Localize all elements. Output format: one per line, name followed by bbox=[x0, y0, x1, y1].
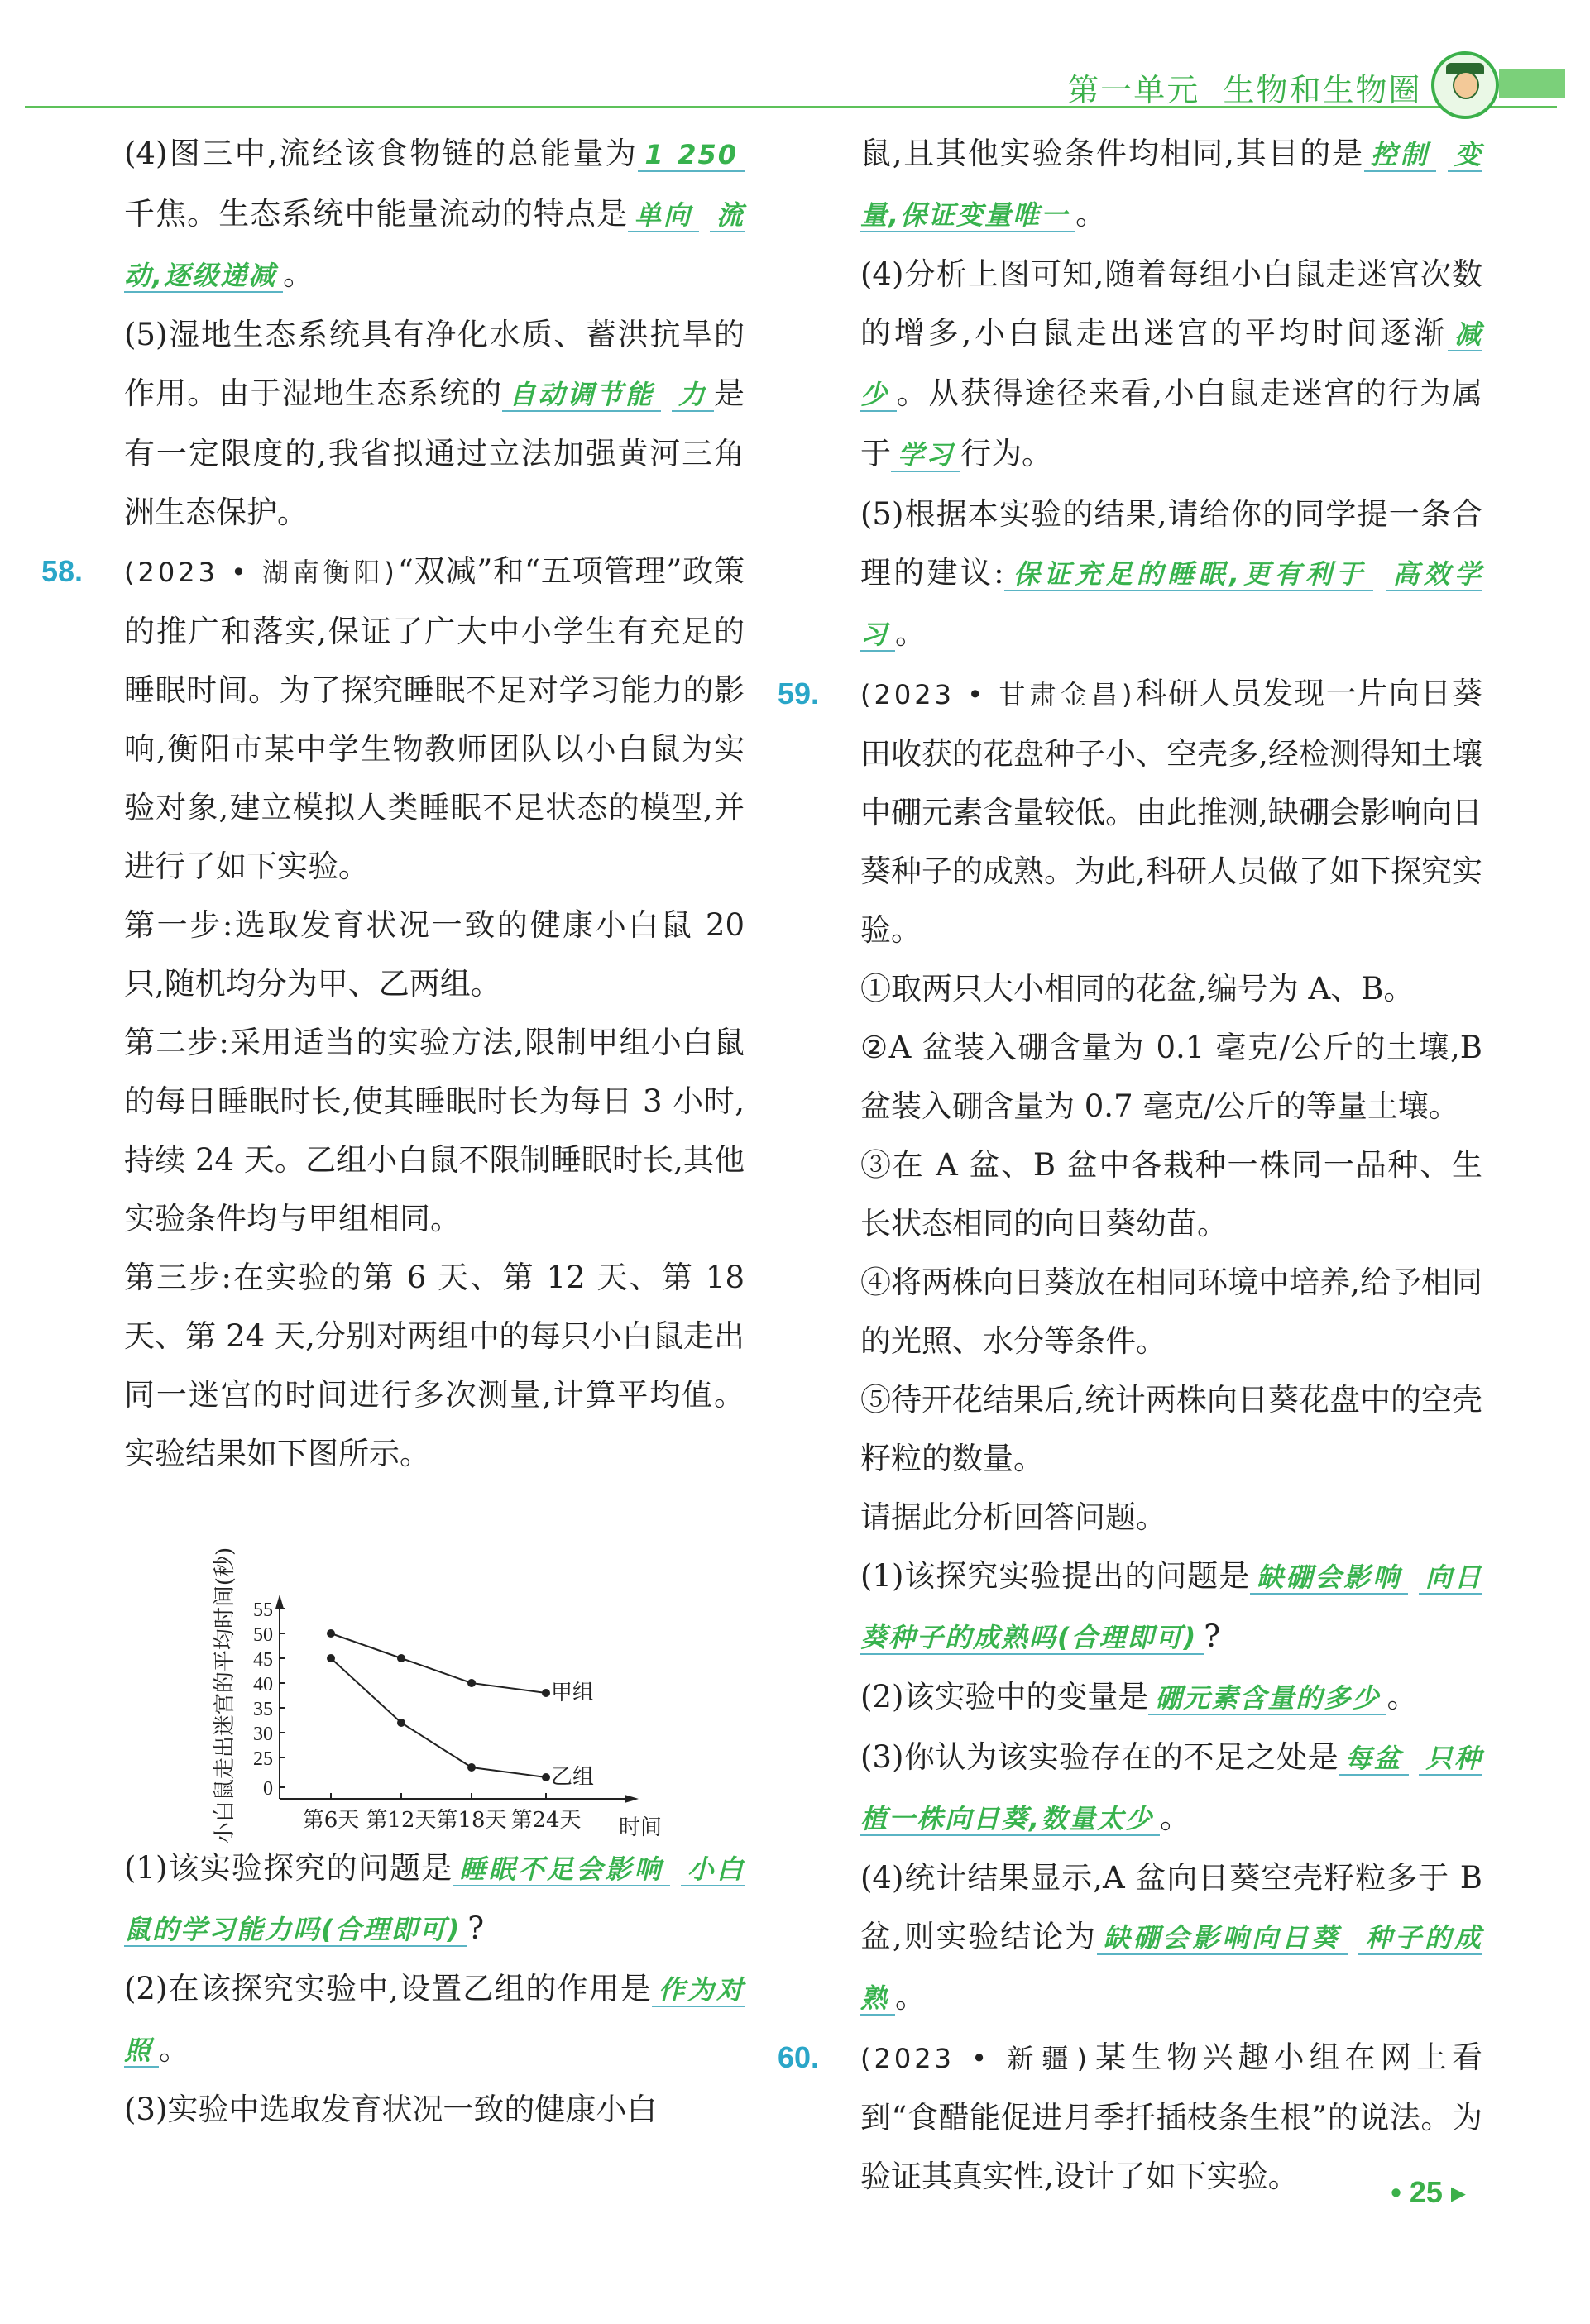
x-tick-label: 第12天 bbox=[366, 1808, 437, 1833]
q58-part4: (4)分析上图可知,随着每组小白鼠走迷宫次数的增多,小白鼠走出迷宫的平均时间逐渐 减少 。从获得途径来看,小白鼠走迷宫的行为属于 学习 行为。 bbox=[860, 256, 1482, 471]
q59-step2: ②A 盆装入硼含量为 0.1 毫克/公斤的土壤,B 盆装入硼含量为 0.7 毫克/公斤的等量土壤。 bbox=[860, 1030, 1482, 1124]
q59-step4: ④将两株向日葵放在相同环境中培养,给予相同的光照、水分等条件。 bbox=[860, 1265, 1482, 1359]
answer-q59-3-a: 每盆 bbox=[1339, 1743, 1409, 1776]
y-ticks bbox=[253, 1600, 285, 1800]
y-axis-arrow bbox=[275, 1595, 284, 1609]
question-number-60: 60. bbox=[778, 2040, 820, 2074]
y-tick-label: 55 bbox=[253, 1600, 273, 1621]
y-tick-label: 50 bbox=[253, 1624, 273, 1646]
q59-step3: ③在 A 盆、B 盆中各栽种一株同一品种、生长状态相同的向日葵幼苗。 bbox=[860, 1147, 1482, 1241]
answer-q57-5-b: 力 bbox=[672, 379, 714, 412]
answer-q57-4-flow-a: 单向 bbox=[628, 199, 699, 232]
q58-stem: 58. (2023 • 湖南衡阳)“双减”和“五项管理”政策的推广和落实,保证了广大中小学生有充足的睡眠时间。为了探究睡眠不足对学习能力的影响,衡阳市某中学生物教师团队以小白鼠为实验对象,建立模拟人类睡眠不足状态的模型,并进行了如下实验。 bbox=[124, 542, 745, 896]
q59-part4: (4)统计结果显示,A 盆向日葵空壳籽粒多于 B 盆,则实验结论为 缺硼会影响向日葵 种子的成熟 。 bbox=[860, 1860, 1482, 2015]
q58-part1: (1)该实验探究的问题是 睡眠不足会影响 小白鼠的学习能力吗(合理即可) ? bbox=[124, 1850, 745, 1946]
right-column bbox=[778, 124, 1482, 2206]
answer-q58-1-b: 小白鼠的学习能力吗(合理即可) bbox=[124, 1853, 745, 1945]
q59-prompt: 请据此分析回答问题。 bbox=[860, 1499, 1166, 1535]
answer-q57-5-a: 自动调节能 bbox=[502, 379, 661, 412]
series-point bbox=[397, 1719, 405, 1727]
x-axis-arrow bbox=[625, 1795, 639, 1803]
answer-q58-4-behavior: 学习 bbox=[891, 439, 960, 472]
q58-step2: 第二步:采用适当的实验方法,限制甲组小白鼠的每日睡眠时长,使其睡眠时长为每日 3 小时,持续 24 天。乙组小白鼠不限制睡眠时长,其他实验条件均与甲组相同。 bbox=[124, 1025, 745, 1236]
q58-part2: (2)在该探究实验中,设置乙组的作用是 作为对照 。 bbox=[124, 1971, 745, 2067]
q58-part5: (5)根据本实验的结果,请给你的同学提一条合理的建议: 保证充足的睡眠,更有利于 高效学习 。 bbox=[860, 496, 1482, 651]
series-label: 乙组 bbox=[551, 1765, 595, 1790]
series-point bbox=[542, 1773, 550, 1781]
answer-q58-1-a: 睡眠不足会影响 bbox=[453, 1853, 669, 1886]
q57-part5: (5)湿地生态系统具有净化水质、蓄洪抗旱的作用。由于湿地生态系统的 自动调节能 力 是有一定限度的,我省拟通过立法加强黄河三角洲生态保护。 bbox=[124, 317, 745, 530]
answer-q58-5-a: 保证充足的睡眠,更有利于 bbox=[1004, 558, 1374, 591]
y-tick-label: 25 bbox=[253, 1748, 273, 1770]
series-line-1 bbox=[331, 1633, 546, 1693]
chart-xlabel: 时间 bbox=[619, 1815, 662, 1840]
y-tick-label: 0 bbox=[263, 1778, 273, 1800]
q57-part4: (4)图三中,流经该食物链的总能量为 1 250 千焦。生态系统中能量流动的特点是 单向 流动,逐级递减 。 bbox=[124, 136, 745, 292]
y-tick-label: 40 bbox=[253, 1674, 273, 1695]
series-point bbox=[542, 1689, 550, 1697]
answer-q58-2: 作为对照 bbox=[124, 1974, 745, 2066]
series-point bbox=[327, 1629, 335, 1638]
x-tick-label: 第24天 bbox=[510, 1808, 582, 1833]
series-label: 甲组 bbox=[551, 1681, 595, 1705]
question-number-58: 58. bbox=[41, 554, 84, 588]
answer-q59-4-a: 缺硼会影响向日葵 bbox=[1097, 1922, 1348, 1955]
q58-step3: 第三步:在实验的第 6 天、第 12 天、第 18 天、第 24 天,分别对两组中的每只小白鼠走出同一迷宫的时间进行多次测量,计算平均值。实验结果如下图所示。 bbox=[124, 1260, 745, 1471]
q58-step1: 第一步:选取发育状况一致的健康小白鼠 20 只,随机均分为甲、乙两组。 bbox=[124, 907, 745, 1002]
series-line-2 bbox=[331, 1658, 546, 1777]
q59-step5: ⑤待开花结果后,统计两株向日葵花盘中的空壳籽粒的数量。 bbox=[860, 1382, 1482, 1476]
answer-q58-5-b: 高效学习 bbox=[860, 558, 1482, 650]
q59-source: (2023 • 甘肃金昌) bbox=[860, 679, 1136, 710]
chapter-title: 生物和生物圈 bbox=[1223, 72, 1422, 108]
answer-q59-1-a: 缺硼会影响 bbox=[1250, 1561, 1408, 1595]
header-bar-decoration bbox=[1499, 69, 1565, 98]
y-tick-label: 45 bbox=[253, 1649, 273, 1671]
answer-q57-4-flow-b: 流动,逐级递减 bbox=[124, 199, 745, 291]
q60-source: (2023 • 新疆) bbox=[860, 2043, 1090, 2074]
answer-q58-4-trend: 减少 bbox=[860, 318, 1482, 410]
page-number: • 25 ▸ bbox=[1391, 2175, 1466, 2209]
answer-q58-3-b: 变量,保证变量唯一 bbox=[860, 139, 1482, 231]
maze-time-line-chart bbox=[199, 1489, 662, 1853]
x-tick-label: 第18天 bbox=[436, 1808, 507, 1833]
q59-part2: (2)该实验中的变量是 硼元素含量的多少 。 bbox=[860, 1679, 1418, 1714]
answer-q59-4-b: 种子的成熟 bbox=[860, 1922, 1482, 2014]
series-point bbox=[327, 1654, 335, 1662]
q58-part3-cont: 鼠,且其他实验条件均相同,其目的是 控制 变量,保证变量唯一 。 bbox=[860, 136, 1482, 232]
answer-q57-4-energy: 1 250 bbox=[638, 139, 745, 172]
header-title bbox=[1067, 65, 1454, 110]
series-point bbox=[467, 1763, 476, 1772]
q59-stem: 59. (2023 • 甘肃金昌)科研人员发现一片向日葵田收获的花盘种子小、空壳多,经检测得知土壤中硼元素含量较低。由此推测,缺硼会影响向日葵种子的成熟。为此,科研人员做了如下探究实验。 bbox=[860, 664, 1482, 959]
series-point bbox=[467, 1679, 476, 1687]
q60-stem: 60. (2023 • 新疆)某生物兴趣小组在网上看到“食醋能促进月季扦插枝条生根”的说法。为验证其真实性,设计了如下实验。 bbox=[860, 2028, 1482, 2206]
q59-part3: (3)你认为该实验存在的不足之处是 每盆 只种植一株向日葵,数量太少 。 bbox=[860, 1739, 1482, 1835]
q59-step1: ①取两只大小相同的花盆,编号为 A、B。 bbox=[860, 971, 1415, 1007]
answer-q58-3-a: 控制 bbox=[1364, 139, 1437, 172]
mascot-icon bbox=[1431, 51, 1499, 119]
series-point bbox=[397, 1654, 405, 1662]
y-tick-label: 35 bbox=[253, 1699, 273, 1720]
answer-q59-2: 硼元素含量的多少 bbox=[1148, 1682, 1386, 1715]
q58-source: (2023 • 湖南衡阳) bbox=[124, 557, 398, 588]
chart-ylabel: 小白鼠走出迷宫的平均时间(秒) bbox=[213, 1547, 237, 1844]
q59-part1: (1)该探究实验提出的问题是 缺硼会影响 向日葵种子的成熟吗(合理即可) ? bbox=[860, 1558, 1482, 1654]
unit-label: 第一单元 bbox=[1067, 72, 1200, 108]
chart-series bbox=[327, 1629, 594, 1790]
answer-q59-1-b: 向日葵种子的成熟吗(合理即可) bbox=[860, 1561, 1482, 1653]
x-tick-label: 第6天 bbox=[302, 1808, 360, 1833]
answer-q59-3-b: 只种植一株向日葵,数量太少 bbox=[860, 1743, 1482, 1834]
y-tick-label: 30 bbox=[253, 1724, 273, 1745]
question-number-59: 59. bbox=[778, 677, 820, 710]
q58-part3-start: (3)实验中选取发育状况一致的健康小白 bbox=[124, 2092, 658, 2127]
